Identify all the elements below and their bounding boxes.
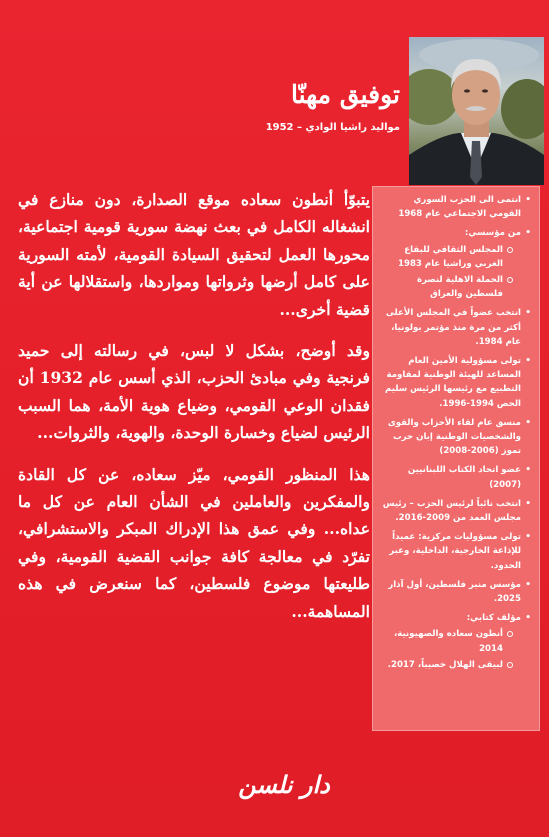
- author-photo: [409, 37, 544, 185]
- bio-list: [379, 193, 531, 672]
- author-bio-box: [372, 186, 540, 731]
- bio-item: • منسق عام لقاء الأحزاب والقوى والشخصيات الوطنية إبان حرب تموز (2006-2008): [379, 416, 531, 459]
- bio-item: • عضو اتحاد الكتاب اللبنانيين (2007): [379, 463, 531, 491]
- author-name: توفيق مهنّا: [291, 80, 400, 109]
- bio-item: [379, 226, 531, 301]
- bio-item: • تولى مسؤوليات مركزية: عميداً للإذاعة الخارجية، الداخلية، وعبر الحدود.: [379, 530, 531, 573]
- main-paragraph: هذا المنظور القومي، ميّز سعاده، عن كل القادة والمفكرين والعاملين في الشأن العام عن كل ما عداه... وفي عمق هذا الإدراك المبكر والاستشرافي، تفرّد في معالجة كافة جوانب القضية القومية، وفي طليعتها موضوع فلسطين، كما سنعرض في هذه المساهمة...: [18, 464, 370, 621]
- author-portrait-image: [409, 37, 544, 185]
- bio-subitem: المجلس الثقافي للبقاع الغربي وراشيا عام 1983: [379, 243, 513, 271]
- bio-item-label: مؤلف كتابي:: [466, 613, 521, 624]
- bio-sublist: [379, 627, 521, 672]
- bio-item-label: من مؤسسي:: [464, 228, 521, 239]
- bio-subitem: أنطون سعاده والصهيونية، 2014: [379, 627, 513, 655]
- bio-item: • تولى مسؤولية الأمين العام المساعد للهيئة الوطنية لمقاومة التطبيع مع رئيسها الرئيس سليم الحص 1994-1996.: [379, 354, 531, 411]
- bio-item: • انتمى الى الحزب السوري القومي الاجتماعي عام 1968: [379, 193, 531, 221]
- main-paragraph: وقد أوضح، بشكل لا لبس، في رسالته إلى حميد فرنجية وفي مبادئ الحزب، الذي أسس عام 1932 أن فقدان الوعي القومي، وضياع هوية الأمة، هما السبب الرئيس لضياع وخسارة الوحدة، والهوية، والثروات...: [18, 341, 371, 443]
- bio-item: • انتخب عضواً في المجلس الأعلى أكثر من مرة منذ مؤتمر بولونيا، عام 1984.: [379, 306, 531, 349]
- publisher-logo: دار نلسن: [238, 770, 330, 799]
- bio-sublist: [379, 243, 521, 302]
- bio-subitem: الحملة الاهلية لنصرة فلسطين والعراق: [379, 273, 513, 301]
- bio-subitem: لبيقى الهلال خصيباً، 2017.: [379, 658, 513, 672]
- main-paragraph: يتبوّأ أنطون سعاده موقع الصدارة، دون منازع في انشغاله الكامل في بعث نهضة سورية قومية اجتماعية، محورها العمل لتحقيق السيادة القومية، لأمته السورية على كامل أرضها وثرواتها ومواردها، واستقلالها عن أية قضية أخرى...: [18, 190, 370, 319]
- bio-item: • انتخب نائباً لرئيس الحزب – رئيس مجلس العمد من 2009-2016.: [379, 497, 531, 525]
- bio-item: • مؤسس منبر فلسطين، أول آذار 2025.: [379, 578, 531, 606]
- bio-item: [379, 611, 531, 672]
- main-text: [18, 186, 370, 639]
- author-birth: مواليد راشيا الوادي – 1952: [265, 122, 400, 133]
